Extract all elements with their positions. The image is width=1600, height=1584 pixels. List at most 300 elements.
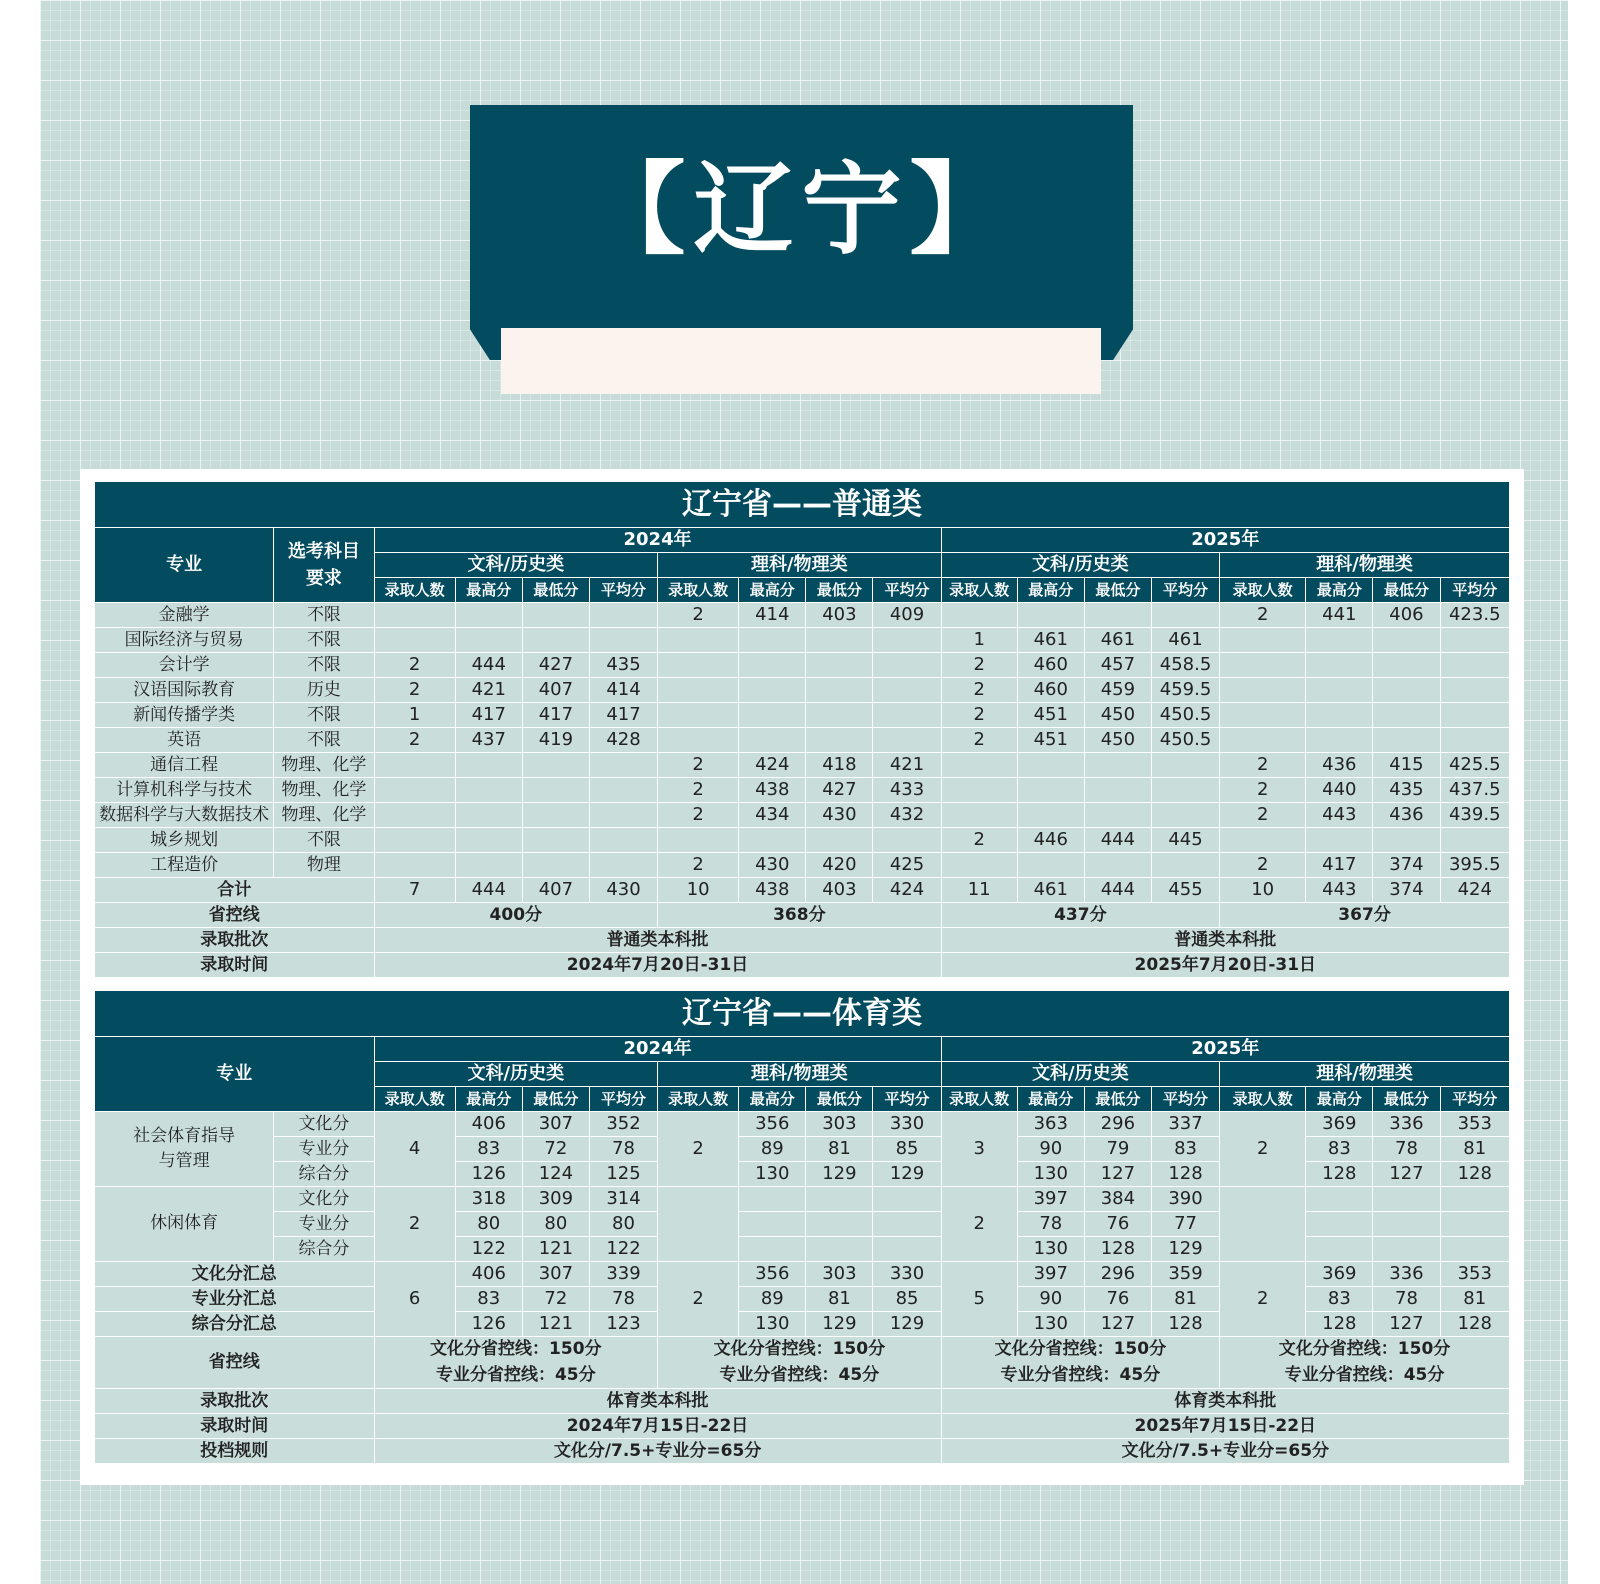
header-track-sci: 理科/物理类 xyxy=(1220,553,1510,578)
table-row xyxy=(95,803,1510,828)
score-cell xyxy=(455,828,522,853)
table-row xyxy=(95,778,1510,803)
score-cell: 128 xyxy=(1306,1162,1373,1187)
score-cell: 2 xyxy=(941,653,1017,678)
major-name: 会计学 xyxy=(95,653,274,678)
score-cell: 444 xyxy=(1084,828,1151,853)
score-cell xyxy=(1440,653,1509,678)
score-cell: 123 xyxy=(589,1312,657,1337)
score-cell xyxy=(1220,678,1306,703)
header-stat: 录取人数 xyxy=(374,578,455,603)
score-cell: 403 xyxy=(806,878,873,903)
score-cell: 2 xyxy=(374,728,455,753)
score-cell xyxy=(455,753,522,778)
score-type: 综合分 xyxy=(274,1162,374,1187)
time-label: 录取时间 xyxy=(95,953,375,978)
score-cell xyxy=(739,728,806,753)
major-name: 计算机科学与技术 xyxy=(95,778,274,803)
score-cell xyxy=(658,703,739,728)
score-cell xyxy=(658,653,739,678)
table-row xyxy=(95,1439,1510,1464)
subject-requirement: 历史 xyxy=(274,678,374,703)
score-cell: 330 xyxy=(873,1112,941,1137)
score-cell: 79 xyxy=(1084,1137,1151,1162)
score-cell xyxy=(455,628,522,653)
control-line-value: 368分 xyxy=(658,903,942,928)
score-cell: 2 xyxy=(658,803,739,828)
header-year-2025: 2025年 xyxy=(941,528,1509,553)
header-stat: 录取人数 xyxy=(941,1087,1017,1112)
score-cell: 81 xyxy=(1151,1287,1219,1312)
score-cell: 450.5 xyxy=(1151,728,1219,753)
score-cell xyxy=(1017,853,1084,878)
score-cell xyxy=(1373,678,1440,703)
score-cell xyxy=(806,828,873,853)
score-cell: 127 xyxy=(1373,1312,1440,1337)
table-row xyxy=(95,1337,1510,1389)
header-stat: 录取人数 xyxy=(374,1087,455,1112)
score-cell: 446 xyxy=(1017,828,1084,853)
score-cell xyxy=(806,1212,873,1237)
score-cell: 435 xyxy=(1373,778,1440,803)
score-cell: 130 xyxy=(1017,1162,1084,1187)
score-cell: 2 xyxy=(941,728,1017,753)
score-cell xyxy=(1151,778,1219,803)
score-cell: 89 xyxy=(739,1137,806,1162)
score-cell xyxy=(589,853,657,878)
score-cell xyxy=(739,653,806,678)
score-cell: 461 xyxy=(1017,878,1084,903)
score-cell: 417 xyxy=(522,703,589,728)
score-cell xyxy=(1306,1212,1373,1237)
score-cell: 11 xyxy=(941,878,1017,903)
score-cell: 129 xyxy=(1151,1237,1219,1262)
score-cell xyxy=(1440,628,1509,653)
score-cell: 130 xyxy=(1017,1237,1084,1262)
score-cell: 130 xyxy=(739,1162,806,1187)
score-type: 综合分 xyxy=(274,1237,374,1262)
summary-count: 2 xyxy=(1220,1262,1306,1337)
table-row xyxy=(95,991,1510,1037)
score-cell xyxy=(374,753,455,778)
score-cell xyxy=(739,703,806,728)
admit-count: 2 xyxy=(374,1187,455,1262)
score-cell: 2 xyxy=(658,753,739,778)
score-cell: 80 xyxy=(455,1212,522,1237)
header-stat: 最低分 xyxy=(1084,578,1151,603)
header-stat: 录取人数 xyxy=(1220,578,1306,603)
admit-count: 2 xyxy=(1220,1112,1306,1187)
score-cell: 397 xyxy=(1017,1187,1084,1212)
score-cell xyxy=(522,628,589,653)
score-cell xyxy=(1306,678,1373,703)
score-cell: 435 xyxy=(589,653,657,678)
control-line-label: 省控线 xyxy=(95,903,375,928)
control-line-value: 400分 xyxy=(374,903,658,928)
score-cell xyxy=(873,1237,941,1262)
score-cell xyxy=(1440,828,1509,853)
score-cell: 76 xyxy=(1084,1287,1151,1312)
score-cell: 459 xyxy=(1084,678,1151,703)
score-cell: 444 xyxy=(455,653,522,678)
score-cell xyxy=(589,803,657,828)
score-cell xyxy=(941,803,1017,828)
score-cell xyxy=(455,603,522,628)
subject-requirement: 不限 xyxy=(274,828,374,853)
score-cell xyxy=(941,603,1017,628)
score-cell: 83 xyxy=(1306,1137,1373,1162)
score-cell: 417 xyxy=(1306,853,1373,878)
score-cell: 434 xyxy=(739,803,806,828)
score-cell: 127 xyxy=(1373,1162,1440,1187)
score-cell: 125 xyxy=(589,1162,657,1187)
score-cell: 428 xyxy=(589,728,657,753)
score-cell: 129 xyxy=(873,1162,941,1187)
score-cell: 128 xyxy=(1440,1312,1509,1337)
score-cell: 353 xyxy=(1440,1262,1509,1287)
score-cell xyxy=(1373,828,1440,853)
rule-2025: 文化分/7.5+专业分=65分 xyxy=(941,1439,1509,1464)
admit-count xyxy=(1220,1187,1306,1262)
score-cell: 129 xyxy=(806,1312,873,1337)
header-stat: 最高分 xyxy=(455,1087,522,1112)
score-cell: 121 xyxy=(522,1237,589,1262)
score-cell: 445 xyxy=(1151,828,1219,853)
score-cell: 418 xyxy=(806,753,873,778)
score-cell xyxy=(1017,803,1084,828)
score-cell xyxy=(1220,653,1306,678)
header-stat: 最高分 xyxy=(739,1087,806,1112)
score-cell xyxy=(589,753,657,778)
header-stat: 最低分 xyxy=(1084,1087,1151,1112)
score-cell: 438 xyxy=(739,778,806,803)
summary-count: 2 xyxy=(658,1262,739,1337)
score-cell xyxy=(873,728,941,753)
score-cell: 2 xyxy=(941,703,1017,728)
score-cell: 126 xyxy=(455,1162,522,1187)
score-cell: 460 xyxy=(1017,678,1084,703)
summary-label: 专业分汇总 xyxy=(95,1287,375,1312)
control-culture: 文化分省控线：150分 xyxy=(1278,1339,1451,1359)
score-cell: 439.5 xyxy=(1440,803,1509,828)
score-cell xyxy=(1017,603,1084,628)
score-cell: 90 xyxy=(1017,1137,1084,1162)
score-cell: 407 xyxy=(522,678,589,703)
header-track-arts: 文科/历史类 xyxy=(941,1062,1220,1087)
score-cell xyxy=(374,778,455,803)
score-cell xyxy=(374,628,455,653)
table-row xyxy=(95,528,1510,553)
score-type: 专业分 xyxy=(274,1212,374,1237)
table-row xyxy=(95,903,1510,928)
batch-label: 录取批次 xyxy=(95,928,375,953)
table-row xyxy=(95,828,1510,853)
batch-2024: 体育类本科批 xyxy=(374,1389,941,1414)
score-cell xyxy=(374,828,455,853)
score-cell: 356 xyxy=(739,1262,806,1287)
score-cell: 436 xyxy=(1373,803,1440,828)
score-cell: 450.5 xyxy=(1151,703,1219,728)
score-cell: 80 xyxy=(589,1212,657,1237)
major-name: 国际经济与贸易 xyxy=(95,628,274,653)
header-track-sci: 理科/物理类 xyxy=(658,553,942,578)
score-cell xyxy=(739,1237,806,1262)
score-cell xyxy=(1017,778,1084,803)
score-type: 文化分 xyxy=(274,1112,374,1137)
score-cell xyxy=(1306,1187,1373,1212)
score-cell: 81 xyxy=(806,1137,873,1162)
table-row xyxy=(95,878,1510,903)
subject-requirement: 物理、化学 xyxy=(274,803,374,828)
major-name: 数据科学与大数据技术 xyxy=(95,803,274,828)
score-cell xyxy=(589,603,657,628)
subject-requirement: 不限 xyxy=(274,728,374,753)
subject-requirement: 不限 xyxy=(274,703,374,728)
table-row xyxy=(95,1187,1510,1212)
score-cell: 2 xyxy=(374,678,455,703)
header-subject-req xyxy=(274,528,374,603)
control-culture: 文化分省控线：150分 xyxy=(713,1339,886,1359)
score-cell xyxy=(455,803,522,828)
score-cell xyxy=(806,728,873,753)
score-cell: 127 xyxy=(1084,1312,1151,1337)
score-cell xyxy=(941,853,1017,878)
batch-2024: 普通类本科批 xyxy=(374,928,941,953)
score-cell: 2 xyxy=(658,603,739,628)
table-row xyxy=(95,678,1510,703)
table-row xyxy=(95,482,1510,528)
score-cell xyxy=(1440,1187,1509,1212)
score-cell: 459.5 xyxy=(1151,678,1219,703)
major-name: 英语 xyxy=(95,728,274,753)
score-cell: 128 xyxy=(1440,1162,1509,1187)
score-cell: 356 xyxy=(739,1112,806,1137)
score-cell xyxy=(589,628,657,653)
score-cell: 440 xyxy=(1306,778,1373,803)
score-cell xyxy=(806,1237,873,1262)
score-cell xyxy=(806,703,873,728)
score-cell: 359 xyxy=(1151,1262,1219,1287)
major-name: 新闻传播学类 xyxy=(95,703,274,728)
score-cell xyxy=(873,828,941,853)
score-cell xyxy=(1373,1187,1440,1212)
score-cell: 443 xyxy=(1306,878,1373,903)
score-cell: 427 xyxy=(806,778,873,803)
score-cell: 421 xyxy=(455,678,522,703)
subject-requirement: 物理 xyxy=(274,853,374,878)
score-type: 文化分 xyxy=(274,1187,374,1212)
score-cell: 128 xyxy=(1151,1162,1219,1187)
score-cell: 424 xyxy=(739,753,806,778)
score-cell: 374 xyxy=(1373,853,1440,878)
score-cell xyxy=(806,628,873,653)
header-track-arts: 文科/历史类 xyxy=(941,553,1220,578)
score-cell: 2 xyxy=(1220,853,1306,878)
header-track-arts: 文科/历史类 xyxy=(374,1062,658,1087)
score-cell xyxy=(1151,753,1219,778)
score-cell xyxy=(1084,803,1151,828)
header-year-2024: 2024年 xyxy=(374,1037,941,1062)
major-name: 通信工程 xyxy=(95,753,274,778)
score-cell: 436 xyxy=(1306,753,1373,778)
score-cell xyxy=(658,678,739,703)
score-cell: 296 xyxy=(1084,1262,1151,1287)
header-stat: 平均分 xyxy=(873,1087,941,1112)
header-stat: 平均分 xyxy=(1151,1087,1219,1112)
score-cell: 318 xyxy=(455,1187,522,1212)
batch-label: 录取批次 xyxy=(95,1389,375,1414)
table-row xyxy=(95,953,1510,978)
header-track-arts: 文科/历史类 xyxy=(374,553,658,578)
score-cell xyxy=(658,728,739,753)
table-row xyxy=(95,1112,1510,1137)
header-subject-line1: 选考科目 xyxy=(287,541,360,562)
score-cell: 443 xyxy=(1306,803,1373,828)
score-cell: 457 xyxy=(1084,653,1151,678)
score-cell: 126 xyxy=(455,1312,522,1337)
score-cell: 461 xyxy=(1151,628,1219,653)
summary-label: 文化分汇总 xyxy=(95,1262,375,1287)
score-cell: 2 xyxy=(374,653,455,678)
score-cell xyxy=(374,803,455,828)
score-cell: 336 xyxy=(1373,1112,1440,1137)
score-cell xyxy=(1373,1212,1440,1237)
score-cell xyxy=(1220,703,1306,728)
score-cell xyxy=(1306,1237,1373,1262)
score-cell xyxy=(522,778,589,803)
score-cell xyxy=(873,1212,941,1237)
batch-2025: 体育类本科批 xyxy=(941,1389,1509,1414)
score-cell: 85 xyxy=(873,1137,941,1162)
score-cell: 296 xyxy=(1084,1112,1151,1137)
score-cell xyxy=(1306,728,1373,753)
score-cell: 419 xyxy=(522,728,589,753)
header-major: 专业 xyxy=(95,528,274,603)
control-line-value: 367分 xyxy=(1220,903,1510,928)
header-stat: 平均分 xyxy=(873,578,941,603)
table-title: 辽宁省——体育类 xyxy=(95,991,1510,1037)
score-cell: 414 xyxy=(739,603,806,628)
score-cell xyxy=(1373,653,1440,678)
table-row xyxy=(95,1414,1510,1439)
score-cell: 78 xyxy=(1017,1212,1084,1237)
score-cell: 430 xyxy=(806,803,873,828)
score-cell xyxy=(1373,703,1440,728)
table-row xyxy=(95,753,1510,778)
header-subject-line2: 要求 xyxy=(305,568,342,589)
score-cell: 406 xyxy=(455,1262,522,1287)
score-cell: 78 xyxy=(1373,1287,1440,1312)
score-cell: 122 xyxy=(455,1237,522,1262)
score-cell: 78 xyxy=(589,1287,657,1312)
score-cell: 128 xyxy=(1084,1237,1151,1262)
score-cell: 441 xyxy=(1306,603,1373,628)
score-cell xyxy=(658,628,739,653)
control-culture: 文化分省控线：150分 xyxy=(430,1339,602,1359)
header-stat: 平均分 xyxy=(1151,578,1219,603)
score-cell: 130 xyxy=(739,1312,806,1337)
summary-label: 综合分汇总 xyxy=(95,1312,375,1337)
score-cell: 1 xyxy=(941,628,1017,653)
score-cell xyxy=(1373,628,1440,653)
score-cell xyxy=(1306,628,1373,653)
score-cell: 127 xyxy=(1084,1162,1151,1187)
score-cell: 363 xyxy=(1017,1112,1084,1137)
score-cell xyxy=(522,853,589,878)
header-stat: 录取人数 xyxy=(941,578,1017,603)
score-cell: 420 xyxy=(806,853,873,878)
score-cell: 395.5 xyxy=(1440,853,1509,878)
score-cell: 128 xyxy=(1151,1312,1219,1337)
control-line-value xyxy=(658,1337,942,1389)
table-row xyxy=(95,853,1510,878)
score-cell: 314 xyxy=(589,1187,657,1212)
score-cell xyxy=(522,828,589,853)
control-major: 专业分省控线：45分 xyxy=(1284,1364,1445,1385)
score-cell: 423.5 xyxy=(1440,603,1509,628)
score-cell xyxy=(1084,753,1151,778)
score-cell xyxy=(1440,1237,1509,1262)
total-label: 合计 xyxy=(95,878,375,903)
header-stat: 最高分 xyxy=(1306,578,1373,603)
score-cell xyxy=(522,753,589,778)
score-cell: 339 xyxy=(589,1262,657,1287)
score-cell: 397 xyxy=(1017,1262,1084,1287)
score-cell: 81 xyxy=(1440,1137,1509,1162)
header-stat: 最低分 xyxy=(806,1087,873,1112)
score-cell: 81 xyxy=(806,1287,873,1312)
table-row xyxy=(95,728,1510,753)
score-cell: 421 xyxy=(873,753,941,778)
score-cell xyxy=(873,628,941,653)
table-row xyxy=(95,603,1510,628)
score-cell xyxy=(1306,653,1373,678)
score-cell: 353 xyxy=(1440,1112,1509,1137)
header-stat: 最高分 xyxy=(1306,1087,1373,1112)
header-major: 专业 xyxy=(95,1037,375,1112)
score-cell: 460 xyxy=(1017,653,1084,678)
summary-count: 5 xyxy=(941,1262,1017,1337)
score-cell: 390 xyxy=(1151,1187,1219,1212)
header-stat: 平均分 xyxy=(1440,1087,1509,1112)
score-cell: 451 xyxy=(1017,703,1084,728)
header-stat: 最低分 xyxy=(1373,578,1440,603)
score-cell: 461 xyxy=(1084,628,1151,653)
score-cell xyxy=(522,803,589,828)
score-cell xyxy=(806,1187,873,1212)
header-stat: 最高分 xyxy=(1017,1087,1084,1112)
score-cell: 307 xyxy=(522,1262,589,1287)
score-cell: 121 xyxy=(522,1312,589,1337)
score-cell: 130 xyxy=(1017,1312,1084,1337)
major-name: 休闲体育 xyxy=(95,1187,274,1262)
score-cell xyxy=(873,653,941,678)
score-cell xyxy=(374,853,455,878)
score-cell: 437 xyxy=(455,728,522,753)
score-cell: 352 xyxy=(589,1112,657,1137)
score-cell xyxy=(1084,778,1151,803)
score-cell: 417 xyxy=(589,703,657,728)
score-cell: 337 xyxy=(1151,1112,1219,1137)
score-cell xyxy=(455,853,522,878)
score-cell: 433 xyxy=(873,778,941,803)
score-cell: 1 xyxy=(374,703,455,728)
score-cell xyxy=(739,828,806,853)
score-cell xyxy=(1151,853,1219,878)
subject-requirement: 物理、化学 xyxy=(274,778,374,803)
score-cell: 10 xyxy=(658,878,739,903)
table-row xyxy=(95,703,1510,728)
